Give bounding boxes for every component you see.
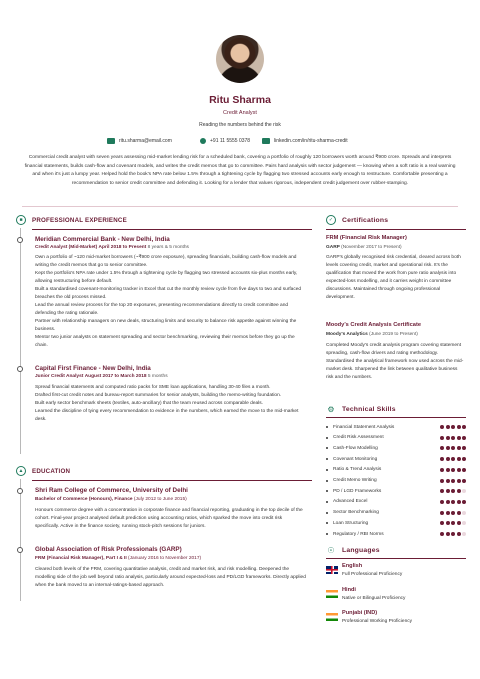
skill-row [326,498,466,506]
skill-level-dots [440,468,466,472]
india-flag-icon [326,590,338,598]
skill-level-dots [440,457,466,461]
skill-level-dot [440,446,444,450]
skill-level-dot [457,436,461,440]
skill-level-dot [446,446,450,450]
language-level: Full Professional Proficiency [342,572,403,577]
skills-heading [326,404,396,414]
education-description: Cleared both levels of the FRM, covering quantitative analysis, credit and market risk, and risk modelling. Deepened the modelling side of the job well beyond ratio analysis, particularly around expected-loss and PD/LGD frameworks. Directly applied when the bank moved to an internal-ratings-based approach. [35,567,306,588]
job-bullet: Built early sector benchmark sheets (textiles, auto-ancillary) that the team reused across comparable deals. [35,401,263,406]
skill-level-dot [462,511,466,515]
skill-level-dot [446,479,450,483]
language-level: Native or Bilingual Proficiency [342,596,406,601]
email-icon [107,138,115,144]
skill-name: Financial Statement Analysis [333,424,395,430]
skill-level-dot [446,521,450,525]
skill-level-dot [446,425,450,429]
skill-level-dot [457,532,461,536]
job-bullet: Learned the discipline of tying every recommendation to evidence in the numbers, which earned the move to the mid-market desk. [35,409,299,422]
job-bullet: Partner with relationship managers on new deals, structuring limits and security to balance risk appetite against winning the business. [35,319,297,332]
language-name: Punjabi (IND) [342,610,378,616]
skill-name: Covenant Monitoring [333,456,378,462]
skill-row [326,455,466,463]
skill-level-dot [451,457,455,461]
education-school: Shri Ram College of Commerce, University of Delhi [35,487,188,494]
skill-level-dot [462,425,466,429]
education-title: EDUCATION [32,467,71,475]
skill-level-dot [462,468,466,472]
skill-level-dot [446,436,450,440]
skill-level-dot [440,489,444,493]
bullet-icon [326,522,328,524]
skill-level-dot [440,500,444,504]
briefcase-icon: ■ [16,215,26,225]
cert-issuer: Moody's Analytics (June 2019 to Present) [326,332,418,337]
contact-bar [0,138,480,148]
skill-level-dot [440,511,444,515]
skill-level-dot [440,521,444,525]
skill-name: Ratio & Trend Analysis [333,467,382,473]
skill-level-dot [446,511,450,515]
skill-level-dot [440,479,444,483]
language-name: Hindi [342,587,356,593]
skill-level-dot [462,457,466,461]
skill-row [326,509,466,517]
skill-name: PD / LGD Frameworks [333,488,382,494]
skill-level-dot [446,457,450,461]
skill-row [326,530,466,538]
skill-level-dot [446,532,450,536]
certifications-title: Certifications [342,216,389,224]
skill-level-dot [451,425,455,429]
job-bullet: Drafted first-cut credit notes and bureau-report summaries for senior analysts, building the memo-writing foundation. [35,393,282,398]
skill-level-dot [457,489,461,493]
skill-level-dot [457,425,461,429]
skill-level-dot [446,489,450,493]
skill-level-dot [451,489,455,493]
linkedin-text: linkedin.com/in/ritu-sharma-credit [274,138,348,144]
skill-row [326,477,466,485]
skill-level-dots [440,532,466,536]
phone-icon [200,138,206,144]
candidate-role: Credit Analyst [223,110,257,116]
experience-timeline [20,228,21,454]
experience-title: PROFESSIONAL EXPERIENCE [32,216,127,224]
skill-level-dot [440,532,444,536]
summary-paragraph: Commercial credit analyst with seven years assessing mid-market lending risk for a scheduled bank, covering a portfolio of roughly 120 borrowers worth around ₹900 crore. Spreads and interprets financial statements, builds cash-flow and covenant models, and writes the credit memos that go to committee. Pairs hard analysis with sector judgement — knowing when a soft ratio is a real warning and when it's just a lumpy year. Helped hold the book's NPA rate below 1.5% through a tightening cycle by flagging two stressed accounts early enough to restructure. Comfortable presenting a recommendation to senior credit committee and defending it. Looking for a lender that values rigorous, independent credit judgement over rubber-stamping. [24,155,456,186]
skill-level-dot [457,521,461,525]
skill-level-dot [457,511,461,515]
timeline-dot [17,237,23,243]
bullet-icon [326,469,328,471]
skill-row [326,423,466,431]
header-divider [22,206,458,207]
skill-level-dot [451,468,455,472]
candidate-name: Ritu Sharma [209,94,271,106]
education-subtitle: FRM (Financial Risk Manager), Part I & II (January 2016 to November 2017) [35,556,202,561]
linkedin-icon [262,138,270,144]
bullet-icon [326,480,328,482]
job-bullet: Spread financial statements and computed ratio packs for SME loan applications, handling 30-40 files a month. [35,385,271,390]
skill-level-dot [462,500,466,504]
india-flag-icon [326,613,338,621]
skill-level-dot [457,500,461,504]
experience-heading [16,215,127,225]
cert-issuer: GARP (November 2017 to Present) [326,245,402,250]
skill-level-dots [440,436,466,440]
education-subtitle: Bachelor of Commerce (Honours), Finance (July 2012 to June 2015) [35,497,187,502]
skill-name: Regulatory / RBI Norms [333,531,384,537]
skills-rule [326,417,466,418]
bullet-icon [326,426,328,428]
skill-level-dots [440,511,466,515]
email-text: ritu.sharma@email.com [119,138,172,144]
skill-level-dot [451,436,455,440]
languages-title: Languages [342,546,380,554]
certifications-heading [326,215,388,225]
languages-rule [326,558,466,559]
skill-level-dot [462,489,466,493]
linkedin-contact[interactable] [262,138,348,144]
globe-icon: ☉ [327,545,335,555]
languages-heading [326,545,380,555]
phone-contact[interactable] [200,138,250,144]
skill-row [326,466,466,474]
phone-text: +91 11 5555 0378 [210,138,251,144]
job-bullet: Kept the portfolio's NPA rate under 1.5% through a tightening cycle by flagging two stressed accounts six-plus months early, allowing restructuring before default. [35,271,298,284]
education-rule [32,480,312,481]
job-description [35,254,307,350]
skill-name: Credit Risk Assessment [333,435,384,441]
skills-title: Technical Skills [342,405,396,413]
education-timeline [20,479,21,601]
skill-level-dot [451,511,455,515]
skill-level-dots [440,521,466,525]
gear-icon: ⚙ [327,404,335,414]
skill-level-dot [462,521,466,525]
skill-level-dot [457,457,461,461]
skill-level-dots [440,489,466,493]
cert-description: Completed Moody's credit analysis program covering statement spreading, cash-flow drivers and rating methodology. Standardised the analytical framework now used across the mid-market desk. Sharpened the link between qualitative business risk and the numbers. [326,343,464,380]
skill-level-dot [457,446,461,450]
skill-level-dot [462,479,466,483]
profile-photo [216,35,264,83]
skill-level-dots [440,425,466,429]
job-title: Capital First Finance - New Delhi, India [35,365,151,372]
skill-level-dot [457,479,461,483]
education-school: Global Association of Risk Professionals (GARP) [35,546,182,553]
certificate-icon: ✓ [326,215,336,225]
experience-rule [32,229,312,230]
bullet-icon [326,447,328,449]
skill-name: Advanced Excel [333,499,368,505]
skill-row [326,444,466,452]
skill-level-dot [446,468,450,472]
skill-row [326,487,466,495]
bullet-icon [326,501,328,503]
skill-name: Sector Benchmarking [333,510,379,516]
certifications-rule [326,229,466,230]
skill-level-dots [440,479,466,483]
skill-name: Credit Memo Writing [333,478,377,483]
graduation-cap-icon: ▲ [16,466,26,476]
skill-level-dots [440,446,466,450]
cert-name: Moody's Credit Analysis Certificate [326,322,422,328]
skill-row [326,434,466,442]
candidate-tagline: Reading the numbers behind the risk [199,122,281,128]
job-description [35,384,307,424]
skill-level-dot [440,457,444,461]
job-bullet: Mentor two junior analysts on statement spreading and sector benchmarking, reviewing their memos before they go up the chain. [35,335,295,348]
job-bullet: Built a standardised covenant-monitoring tracker in Excel that cut the monthly review cycle from five days to two and surfaced breaches the old process missed. [35,287,302,300]
skill-level-dot [462,436,466,440]
bullet-icon [326,490,328,492]
job-bullet: Own a portfolio of ~120 mid-market borrowers (~₹900 crore exposure), spreading financials, building cash-flow models and writing the credit memos that go to senior committee. [35,255,297,268]
skill-level-dot [440,468,444,472]
bullet-icon [326,512,328,514]
job-bullet: Lead the annual review process for the top 20 exposures, presenting recommendations directly to credit committee and defending the rating rationale. [35,303,289,316]
skill-level-dot [457,468,461,472]
skill-level-dot [446,500,450,504]
uk-flag-icon [326,566,338,574]
education-description: Honours commerce degree with a concentration in corporate finance and financial reporting, graduating in the top decile of the cohort. Final-year project analysed default prediction using accounting ratios, which sparked the move into credit risk specifically. Active in the finance society, running stock-pitch sessions for juniors. [35,508,303,529]
education-heading [16,466,70,476]
skill-level-dot [451,532,455,536]
language-level: Professional Working Proficiency [342,619,413,624]
cert-description: GARP's globally recognised risk credential, cleared across both levels covering credit, market and operational risk. It's the qualification that moved the work from pure ratio analysis into expected-loss modelling, and it carries weight in committee discussions. Maintained through ongoing professional development. [326,255,461,300]
bullet-icon [326,458,328,460]
job-subtitle: Credit Analyst (Mid-Market) April 2018 to Present 8 years & 5 months [35,245,189,250]
skill-level-dot [451,521,455,525]
timeline-dot [17,547,23,553]
skill-level-dot [462,446,466,450]
bullet-icon [326,437,328,439]
skill-level-dot [451,479,455,483]
skill-level-dots [440,500,466,504]
timeline-dot [17,366,23,372]
language-name: English [342,563,363,569]
skill-name: Cash-Flow Modelling [333,445,378,451]
cert-name: FRM (Financial Risk Manager) [326,235,407,241]
skill-level-dot [451,446,455,450]
skill-level-dot [440,425,444,429]
skill-name: Loan Structuring [333,520,369,526]
timeline-dot [17,488,23,494]
job-title: Meridian Commercial Bank - New Delhi, India [35,236,170,243]
skill-level-dot [440,436,444,440]
email-contact[interactable] [107,138,172,144]
bullet-icon [326,533,328,535]
job-subtitle: Junior Credit Analyst August 2017 to March 2018 5 months [35,374,168,379]
skill-row [326,519,466,527]
skill-level-dot [462,532,466,536]
skill-level-dot [451,500,455,504]
